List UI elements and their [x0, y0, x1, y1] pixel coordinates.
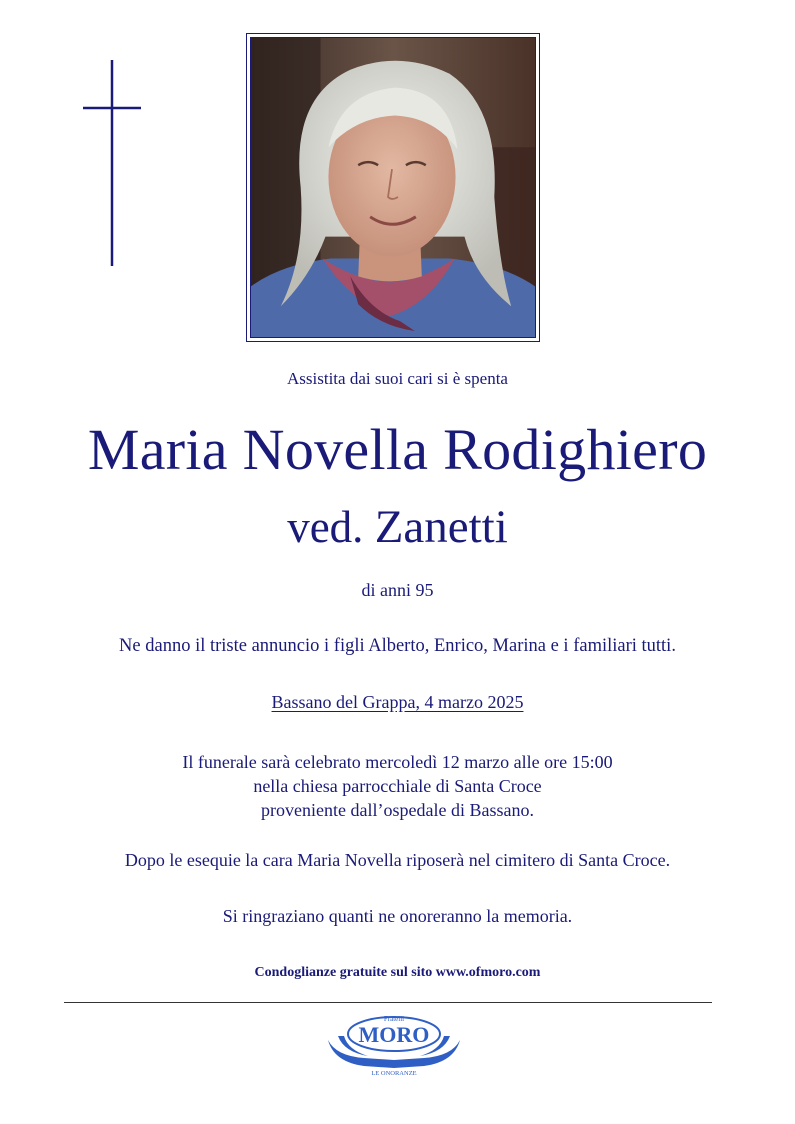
condolences-link-text[interactable]: Condoglianze gratuite sul sito www.ofmoro.com: [254, 965, 541, 980]
thanks-text: Si ringraziano quanti ne onoreranno la memoria.: [222, 906, 573, 926]
funeral-line: nella chiesa parrocchiale di Santa Croce: [253, 776, 542, 796]
funeral-line: proveniente dall’ospedale di Bassano.: [261, 800, 534, 820]
portrait-frame: [246, 33, 540, 342]
age-text: di anni 95: [361, 580, 434, 600]
logo-top-text: Fratelli: [383, 1015, 405, 1023]
deceased-name: Maria Novella Rodighiero: [87, 417, 708, 482]
announcement-text: Ne danno il triste annuncio i figli Alberto, Enrico, Marina e i familiari tutti.: [119, 636, 676, 656]
burial-text: Dopo le esequie la cara Maria Novella riposerà nel cimitero di Santa Croce.: [124, 850, 671, 870]
funeral-line: Il funerale sarà celebrato mercoledì 12 marzo alle ore 15:00: [182, 752, 613, 772]
logo-bottom-text: LE ONORANZE: [371, 1070, 417, 1077]
place-date: [0, 692, 795, 713]
married-surname: Zanetti: [374, 501, 508, 553]
married-name: [0, 500, 795, 554]
logo-main-text: MORO: [358, 1022, 430, 1047]
portrait-photo: [250, 37, 536, 338]
married-prefix: ved.: [287, 502, 364, 552]
intro-text: Assistita dai suoi cari si è spenta: [287, 369, 508, 388]
divider: [64, 1002, 712, 1003]
latin-cross-icon: [80, 58, 144, 268]
funeral-details: [0, 750, 795, 822]
place-date-text: Bassano del Grappa, 4 marzo 2025: [271, 692, 524, 712]
fratelli-moro-logo: [324, 1010, 464, 1078]
